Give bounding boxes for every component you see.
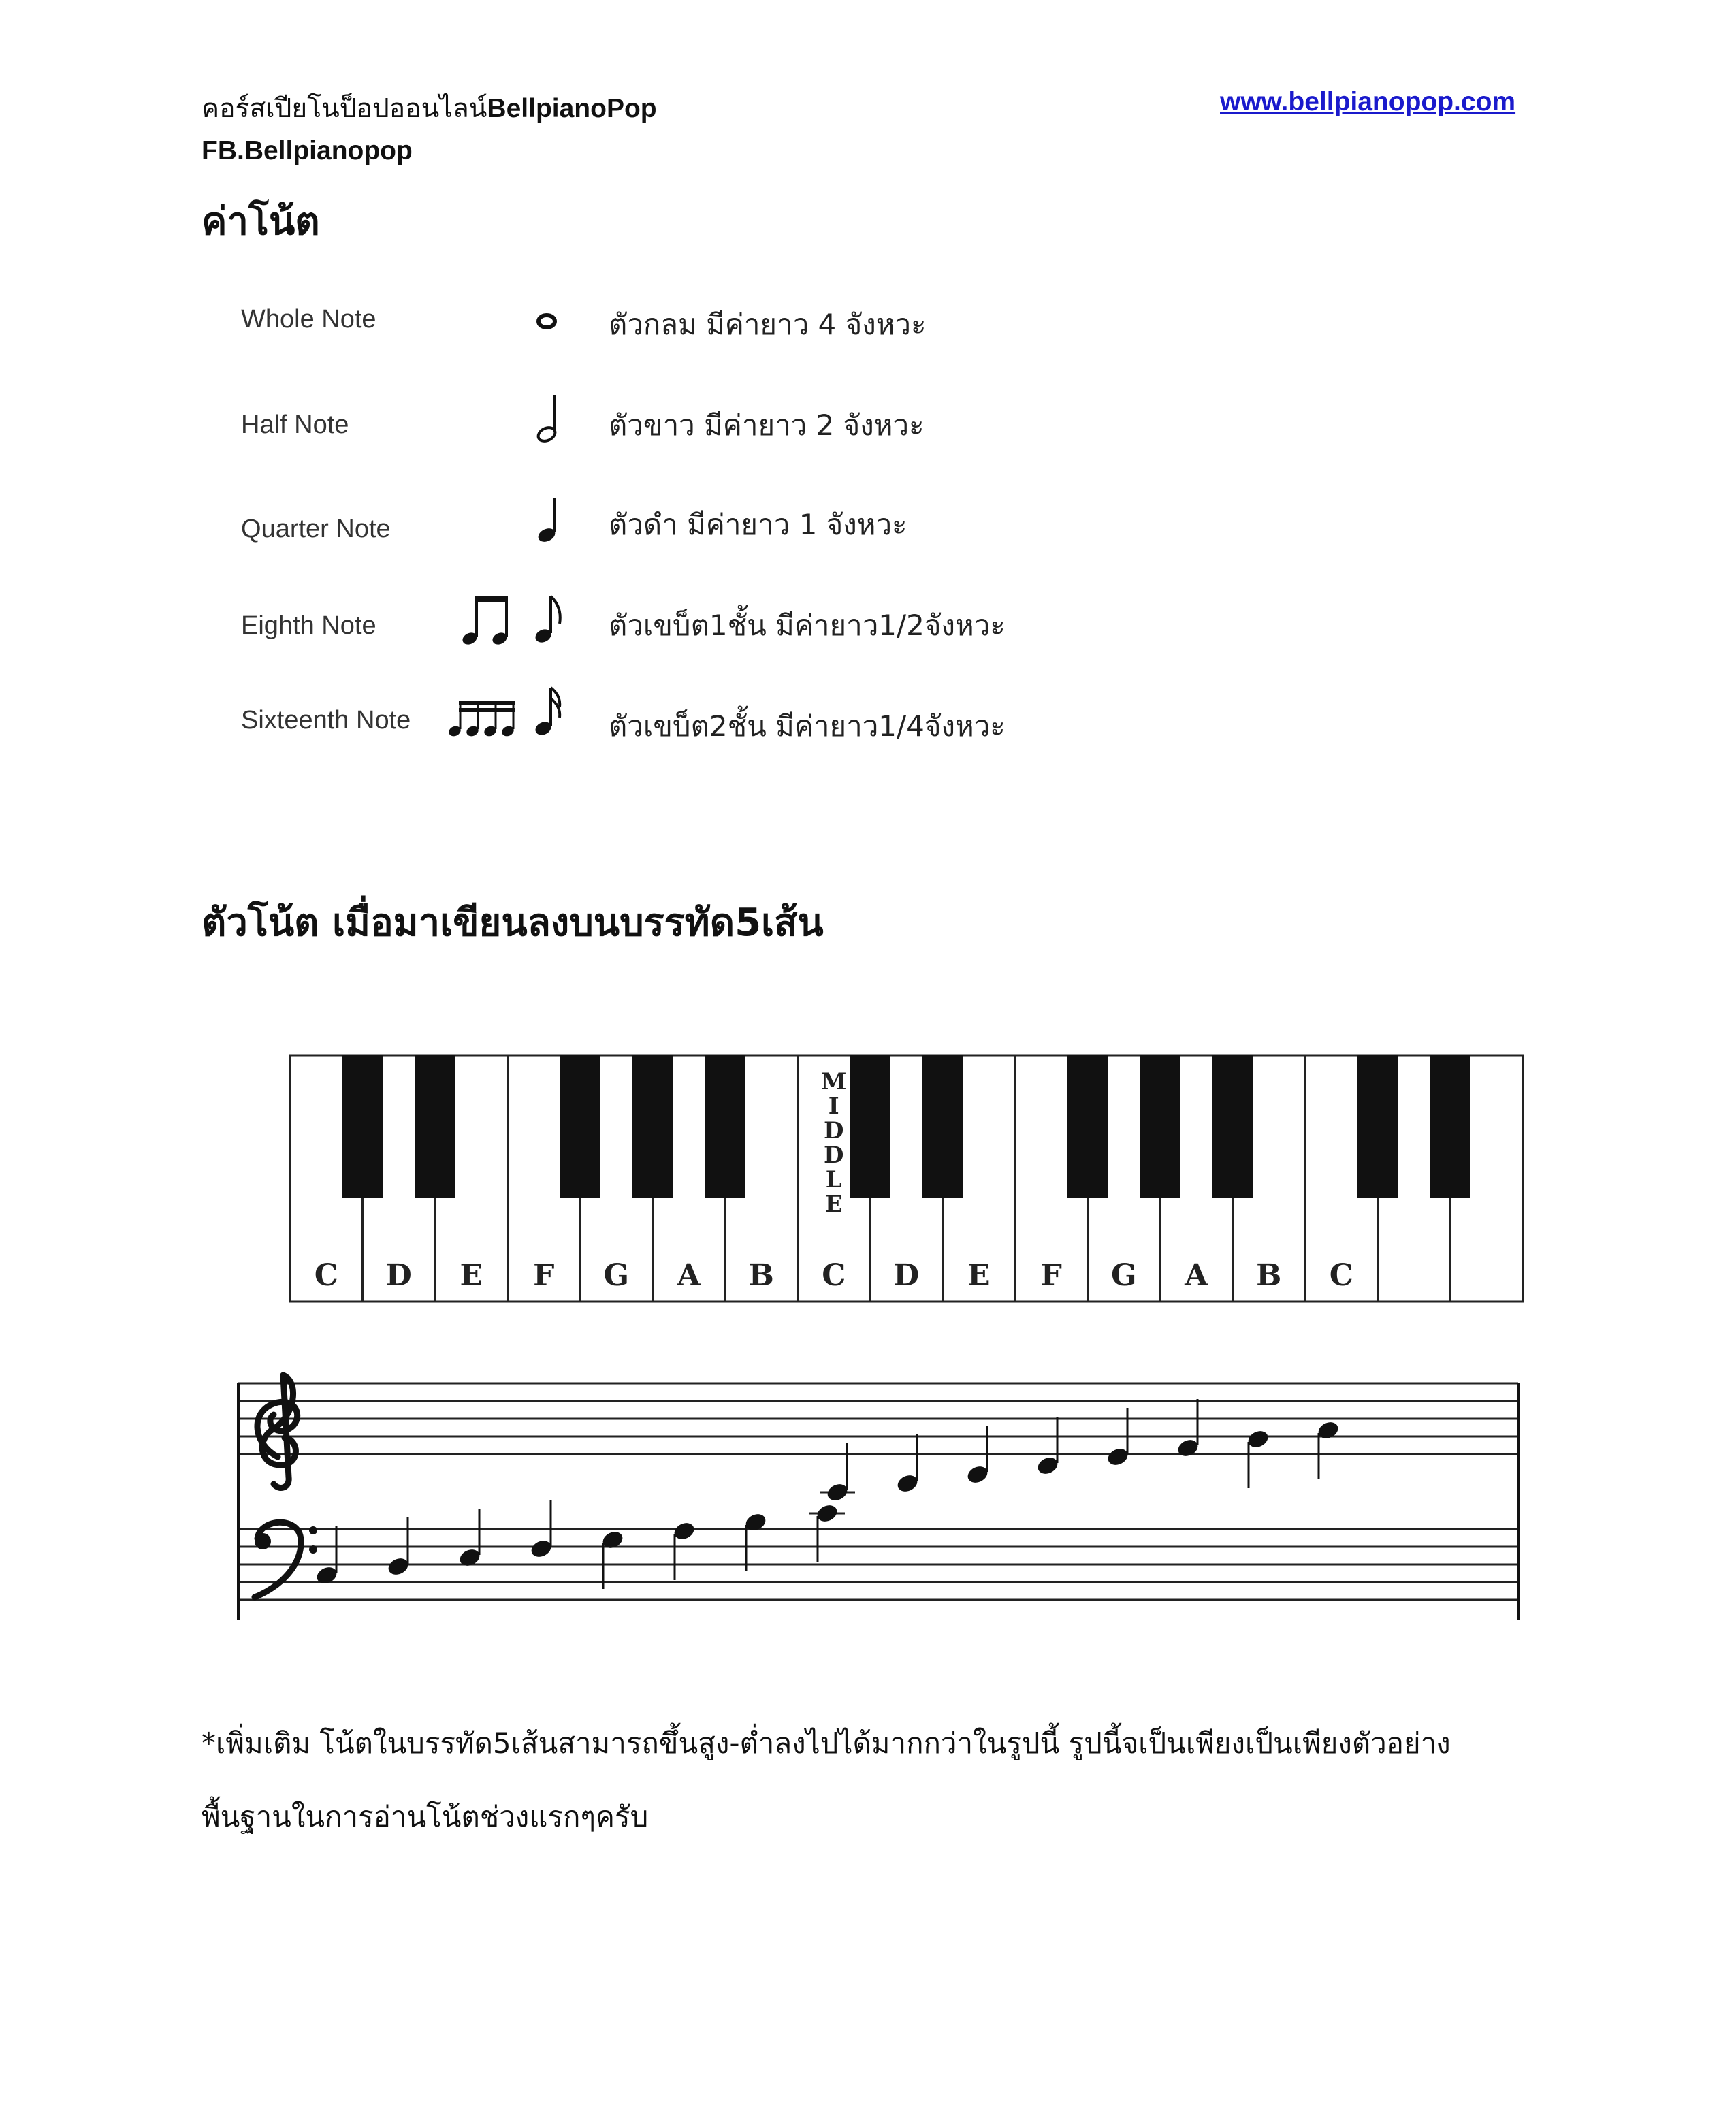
note-name-eighth: Eighth Note xyxy=(241,611,376,640)
piano-keyboard xyxy=(272,1042,1539,1328)
middle-letter: I xyxy=(828,1093,839,1120)
half-note-icon xyxy=(536,395,557,444)
key-label: B xyxy=(748,1258,774,1293)
black-key xyxy=(632,1055,673,1198)
quarter-note-icon xyxy=(536,498,557,545)
website-link[interactable]: www.bellpianopop.com xyxy=(1220,87,1516,116)
key-label: C xyxy=(822,1258,846,1293)
key-label: G xyxy=(603,1258,630,1293)
key-label: F xyxy=(533,1258,555,1293)
key-label: C xyxy=(1329,1258,1353,1293)
facebook-label: FB.Bellpianopop xyxy=(202,136,413,165)
eighth-note-icon xyxy=(461,596,560,647)
key-label: B xyxy=(1256,1258,1282,1293)
middle-letter: D xyxy=(824,1142,844,1169)
black-key xyxy=(705,1055,745,1198)
note-desc-half: ตัวขาว มีค่ายาว 2 จังหวะ xyxy=(609,408,925,442)
key-label: G xyxy=(1110,1258,1137,1293)
key-label: E xyxy=(967,1258,991,1293)
key-label: C xyxy=(314,1258,338,1293)
course-title-brand: BellpianoPop xyxy=(487,94,657,123)
middle-letter: D xyxy=(824,1117,844,1144)
note-name-whole: Whole Note xyxy=(241,305,376,334)
course-title-thai: คอร์สเปียโนป็อปออนไลน์ xyxy=(202,93,487,124)
black-key xyxy=(342,1055,383,1198)
course-title xyxy=(202,87,657,129)
grand-staff xyxy=(225,1355,1539,1641)
black-key xyxy=(560,1055,600,1198)
black-key xyxy=(1140,1055,1180,1198)
section-title-note-values: ค่าโน้ต xyxy=(202,199,320,244)
bass-clef-icon xyxy=(255,1522,317,1597)
key-label: D xyxy=(893,1258,920,1293)
note-symbols xyxy=(408,286,585,749)
note-desc-whole: ตัวกลม มีค่ายาว 4 จังหวะ xyxy=(609,308,927,341)
key-label: E xyxy=(460,1258,483,1293)
black-key xyxy=(850,1055,890,1198)
staff-lines xyxy=(238,1383,1518,1600)
whole-note-icon xyxy=(539,315,555,327)
note-desc-sixteenth: ตัวเขบ็ต2ชั้น มีค่ายาว1/4จังหวะ xyxy=(609,709,1006,743)
treble-clef-icon xyxy=(257,1375,298,1487)
key-label: F xyxy=(1040,1258,1062,1293)
section-title-staff: ตัวโน้ต เมื่อมาเขียนลงบนบรรทัด5เส้น xyxy=(202,901,824,945)
note-desc-eighth: ตัวเขบ็ต1ชั้น มีค่ายาว1/2จังหวะ xyxy=(609,609,1006,642)
footnote-line-1: *เพิ่มเติม โน้ตในบรรทัด5เส้นสามารถขึ้นสูง-ต่ำลงไปได้มากกว่าในรูปนี้ รูปนี้จเป็นเพียงเป็นเพียงตัวอย่าง xyxy=(202,1726,1451,1760)
black-key xyxy=(1357,1055,1398,1198)
key-label: A xyxy=(1185,1258,1208,1293)
black-key xyxy=(415,1055,455,1198)
note-desc-quarter: ตัวดำ มีค่ายาว 1 จังหวะ xyxy=(609,508,907,541)
black-key xyxy=(922,1055,963,1198)
key-label: D xyxy=(385,1258,412,1293)
note-name-quarter: Quarter Note xyxy=(241,515,391,543)
note-name-half: Half Note xyxy=(241,411,349,439)
middle-letter: L xyxy=(825,1166,842,1193)
key-label: A xyxy=(677,1258,701,1293)
black-key xyxy=(1430,1055,1470,1198)
middle-letter: M xyxy=(820,1068,847,1095)
middle-letter: E xyxy=(824,1191,843,1218)
note-name-sixteenth: Sixteenth Note xyxy=(241,706,411,735)
black-key xyxy=(1212,1055,1253,1198)
black-key xyxy=(1067,1055,1108,1198)
footnote-line-2: พื้นฐานในการอ่านโน้ตช่วงแรกๆครับ xyxy=(202,1800,649,1833)
sixteenth-note-icon xyxy=(447,688,560,738)
